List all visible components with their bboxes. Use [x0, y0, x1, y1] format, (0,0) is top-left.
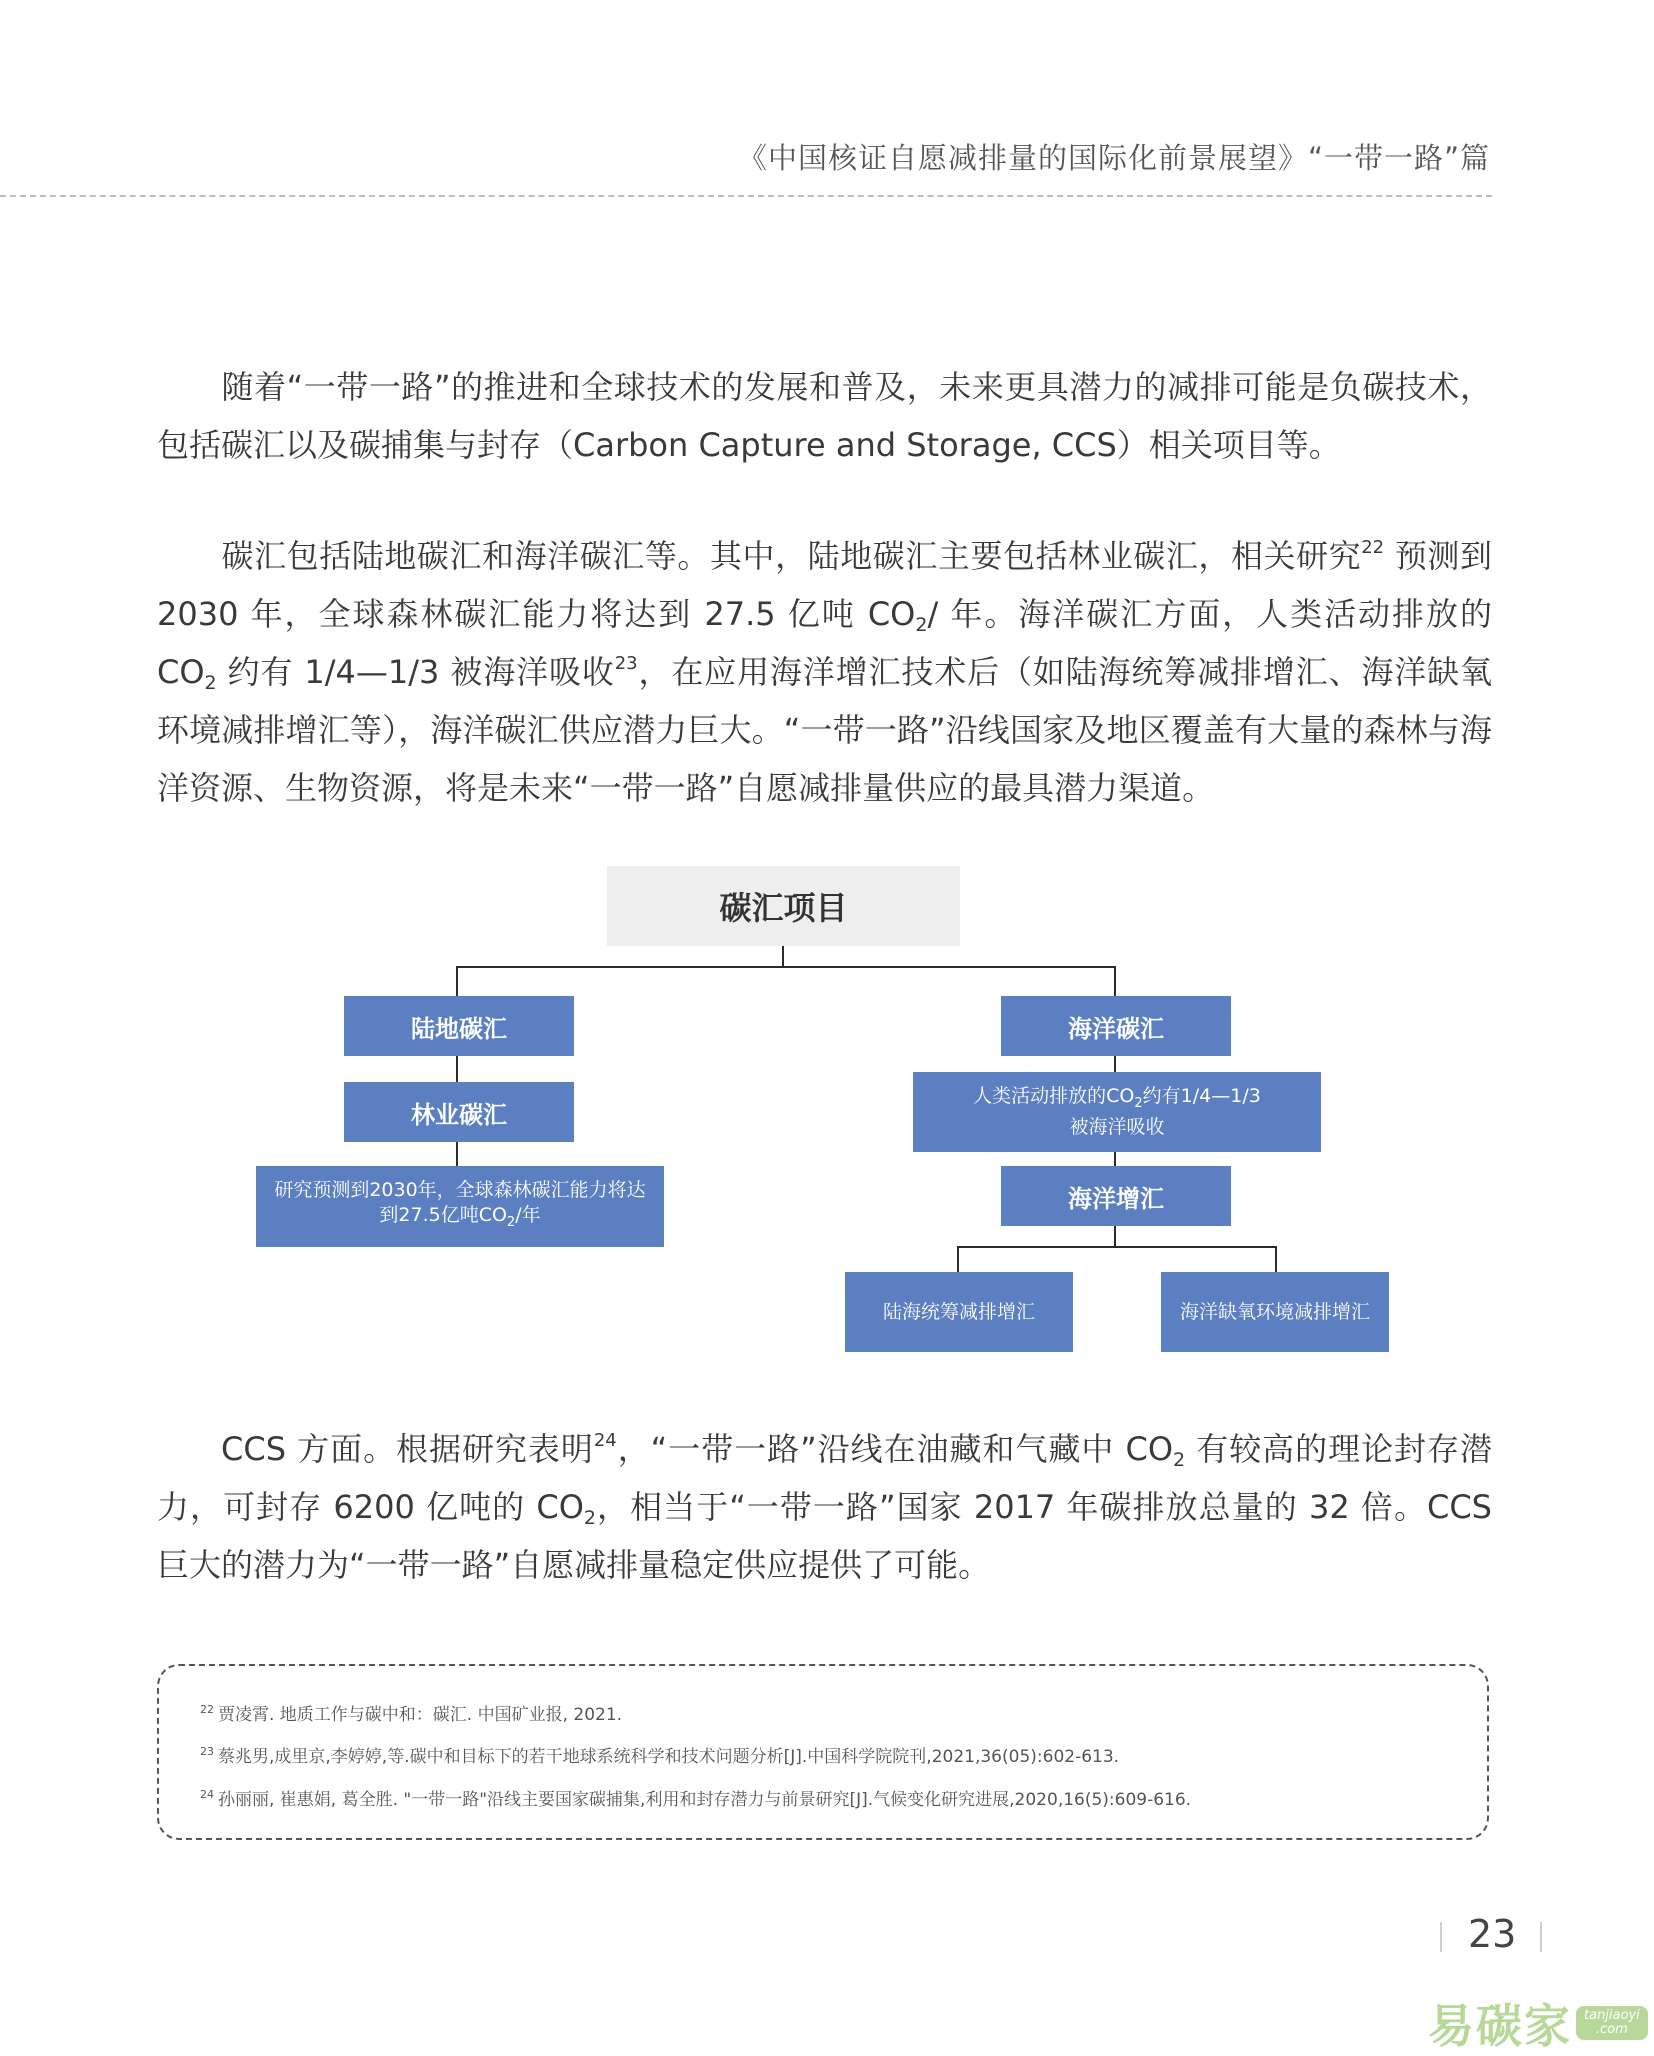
connector-line	[456, 966, 458, 996]
node-ocean-hypoxia-reduction: 海洋缺氧环境减排增汇	[1161, 1272, 1389, 1352]
text-run: ，在应用海洋增汇技术后（如陆海统筹减排增汇、海洋缺氧环境减排增汇等），海洋碳汇供应潜力巨大。“一带一路”沿线国家及地区覆盖有大量的森林与海洋资源、生物资源，将是未来“一带一路”自愿减排量供应的最具潜力渠道。	[157, 653, 1492, 807]
node-text: 约有1/4—1/3	[1142, 1084, 1261, 1107]
node-ocean-carbon-sink: 海洋碳汇	[1001, 996, 1231, 1056]
footnote-22	[200, 1700, 622, 1725]
paragraph-text: 随着“一带一路”的推进和全球技术的发展和普及，未来更具潜力的减排可能是负碳技术，包括碳汇以及碳捕集与封存（Carbon Capture and Storage, CCS）相关项目等。	[157, 368, 1492, 464]
node-text: 研究预测到2030年，全球森林碳汇能力将达到27.5亿吨CO	[274, 1179, 646, 1227]
connector-line	[456, 1056, 458, 1082]
watermark-logo	[1428, 1990, 1648, 2056]
connector-line	[957, 1246, 959, 1272]
header-divider	[0, 195, 1492, 197]
node-text: /年	[515, 1204, 541, 1227]
footnote-number: 24	[200, 1788, 214, 1801]
paragraph-negative-carbon	[157, 358, 1492, 474]
connector-line	[456, 1142, 458, 1166]
footnote-24	[200, 1785, 1191, 1810]
watermark-text: 易碳家	[1428, 1999, 1572, 2053]
watermark-badge	[1576, 2006, 1648, 2040]
text-run: 碳汇包括陆地碳汇和海洋碳汇等。其中，陆地碳汇主要包括林业碳汇，相关研究	[221, 537, 1362, 575]
text-run: ，相当于“一带一路”国家 2017 年碳排放总量的 32 倍。CCS 巨大的潜力为“一带一路”自愿减排量稳定供应提供了可能。	[157, 1488, 1492, 1584]
node-text: 被海洋吸收	[1069, 1116, 1165, 1139]
subscript: 2	[1173, 1449, 1186, 1471]
watermark-badge-bottom: .com	[1595, 2022, 1628, 2037]
subscript: 2	[915, 614, 928, 636]
running-header-title: 《中国核证自愿减排量的国际化前景展望》“一带一路”篇	[737, 141, 1490, 175]
connector-line	[1114, 1152, 1116, 1166]
footnote-text: 贾凌霄. 地质工作与碳中和：碳汇. 中国矿业报, 2021.	[218, 1705, 623, 1725]
page-number-bar-right	[1540, 1922, 1542, 1952]
footnote-number: 22	[200, 1703, 214, 1716]
footnote-number: 23	[200, 1745, 214, 1758]
footnote-ref-24[interactable]: 24	[593, 1430, 617, 1451]
node-ocean-absorption-note	[913, 1072, 1321, 1152]
node-forest-forecast-note	[256, 1166, 664, 1247]
subscript: 2	[506, 1214, 516, 1230]
node-forestry-carbon-sink: 林业碳汇	[344, 1082, 574, 1142]
footnote-ref-23[interactable]: 23	[614, 653, 638, 674]
connector-line	[456, 966, 1116, 968]
text-run: 有较高的理论封存潜力，可封存 6200 亿吨的 CO	[157, 1430, 1492, 1526]
text-run: 预测到 2030 年，全球森林碳汇能力将达到 27.5 亿吨 CO	[157, 537, 1492, 633]
connector-line	[957, 1246, 1277, 1248]
node-text: 人类活动排放的CO	[973, 1084, 1135, 1107]
footnote-text: 蔡兆男,成里京,李婷婷,等.碳中和目标下的若干地球系统科学和技术问题分析[J].中国科学院院刊,2021,36(05):602-613.	[218, 1747, 1120, 1767]
connector-line	[1114, 966, 1116, 996]
page-number-bar-left	[1440, 1922, 1442, 1952]
text-run: ，“一带一路”沿线在油藏和气藏中 CO	[616, 1430, 1174, 1468]
connector-line	[1275, 1246, 1277, 1272]
subscript: 2	[583, 1507, 596, 1529]
paragraph-carbon-sink	[157, 527, 1492, 817]
connector-line	[1114, 1056, 1116, 1072]
node-ocean-increase-sink: 海洋增汇	[1001, 1166, 1231, 1226]
node-land-carbon-sink: 陆地碳汇	[344, 996, 574, 1056]
node-land-ocean-coordination: 陆海统筹减排增汇	[845, 1272, 1073, 1352]
subscript: 2	[204, 672, 217, 694]
subscript: 2	[1134, 1095, 1143, 1111]
diagram-root-node: 碳汇项目	[607, 866, 960, 946]
footnote-23	[200, 1742, 1119, 1767]
paragraph-ccs	[157, 1420, 1492, 1594]
text-run: / 年。海洋碳汇方面，人类活动排放的 CO	[157, 595, 1492, 691]
watermark-badge-top: tanjiaoyi	[1584, 2008, 1640, 2023]
page-number: 23	[1468, 1912, 1517, 1956]
text-run: CCS 方面。根据研究表明	[221, 1430, 594, 1468]
connector-line	[782, 946, 784, 966]
footnote-text: 孙丽丽, 崔惠娟, 葛全胜. "一带一路"沿线主要国家碳捕集,利用和封存潜力与前景研究[J].气候变化研究进展,2020,16(5):609-616.	[218, 1790, 1192, 1810]
footnote-ref-22[interactable]: 22	[1361, 537, 1385, 558]
text-run: 约有 1/4—1/3 被海洋吸收	[216, 653, 615, 691]
connector-line	[1114, 1226, 1116, 1246]
